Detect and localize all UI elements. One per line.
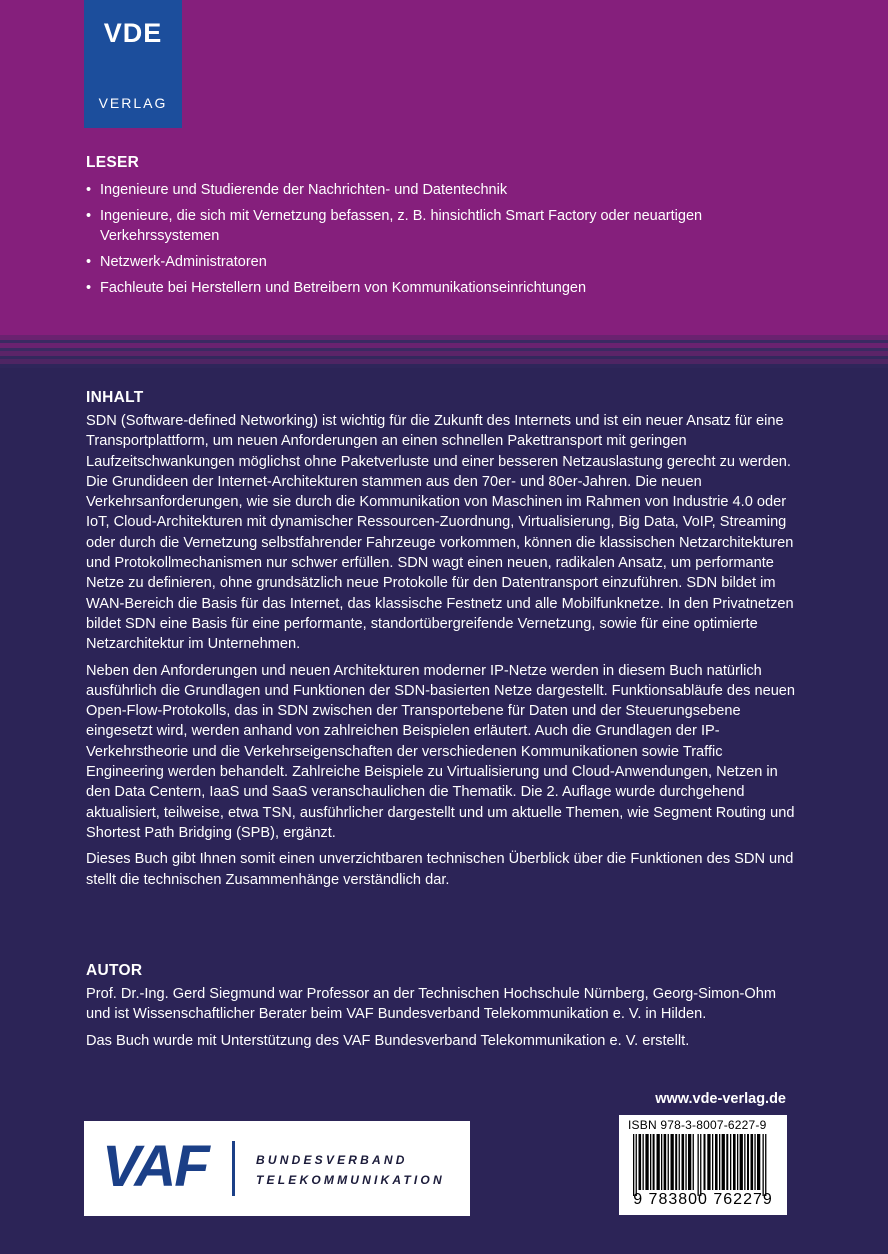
autor-paragraph: Prof. Dr.-Ing. Gerd Siegmund war Professor an der Technischen Hochschule Nürnberg, Georg-Simon-Ohm und ist Wissenschaftlicher Berater beim VAF Bundesverband Telekommunikation e. V. in Hilden. <box>86 986 777 1023</box>
list-item-text: Ingenieure, die sich mit Vernetzung befassen, z. B. hinsichtlich Smart Factory oder neuartigen Verkehrssystemen <box>100 208 703 244</box>
inhalt-section <box>86 389 798 890</box>
isbn-label: ISBN 978-3-8007-6227-9 <box>628 1118 767 1132</box>
stripe-divider <box>0 335 888 375</box>
autor-paragraph: Das Buch wurde mit Unterstützung des VAF Bundesverband Telekommunikation e. V. erstellt. <box>86 1032 690 1049</box>
autor-section <box>86 962 798 1051</box>
vaf-org-line1: BUNDESVERBAND <box>256 1153 408 1167</box>
list-item-text: Ingenieure und Studierende der Nachrichten- und Datentechnik <box>100 182 508 198</box>
vde-verlag-logo <box>84 0 182 128</box>
leser-heading: LESER <box>86 154 140 171</box>
inhalt-paragraph: SDN (Software-defined Networking) ist wichtig für die Zukunft des Internets und ist ein neuer Ansatz für eine Transportplattform, um neuen Anforderungen an einen schnellen Pakettransport mit geringen Laufzeitschwankungen möglichst ohne Paketverluste und einer besseren Netzauslastung gerecht zu werden. Die Grundideen der Internet-Architekturen stammen aus den 70er- und 80er-Jahren. Die neuen Verkehrsanforderungen, wie sie durch die Kommunikation von Maschinen im Rahmen von Industrie 4.0 oder IoT, Cloud-Architekturen mit dynamischer Ressourcen-Zuordnung, Virtualisierung, Big Data, VoIP, Streaming oder durch die Vernetzung selbstfahrender Fahrzeuge vorkommen, können die klassischen Netzarchitekturen und Protokollmechanismen nur schwer erfüllen. SDN wagt einen neuen, radikalen Ansatz, um performante Netze zu definieren, ohne grundsätzlich neue Protokolle für den Datentransport einzuführen. SDN bildet im WAN-Bereich die Basis für das Internet, das klassische Festnetz und alle Mobilfunknetze. In den Privatnetzen bildet SDN eine Basis für eine performante, standortübergreifende Vernetzung, sowie für eine optimierte Netzarchitektur im Unternehmen. <box>86 413 794 653</box>
vaf-org-line2: TELEKOMMUNIKATION <box>256 1173 445 1187</box>
autor-heading: AUTOR <box>86 962 143 979</box>
website-link[interactable]: www.vde-verlag.de <box>655 1091 786 1107</box>
vaf-logo <box>84 1121 470 1216</box>
inhalt-paragraph: Neben den Anforderungen und neuen Architekturen moderner IP-Netze werden in diesem Buch natürlich ausführlich die Grundlagen und Funktionen der SDN-basierten Netze dargestellt. Funktionsabläufe des neuen Open-Flow-Protokolls, das in SDN zwischen der Transportebene für Daten und der Steuerungsebene eingesetzt wird, werden anhand von zahlreichen Beispielen erläutert. Auch die Grundlagen der IP-Verkehrstheorie und die Verkehrseigenschaften der verschiedenen Kommunikationen sowie Traffic Engineering werden behandelt. Zahlreiche Beispiele zu Virtualisierung und Cloud-Anwendungen, Netzen in den Data Centern, IaaS und SaaS veranschaulichen die Thematik. Die 2. Auflage wurde durchgehend aktualisiert, teilweise, etwa TSN, ausführlicher dargestellt und um aktuelle Themen, wie Segment Routing und Shortest Path Bridging (SPB), ergänzt. <box>86 662 796 841</box>
inhalt-heading: INHALT <box>86 389 144 406</box>
inhalt-paragraph: Dieses Buch gibt Ihnen somit einen unverzichtbaren technischen Überblick über die Funktionen des SDN und stellt die technischen Zusammenhänge verständlich dar. <box>86 851 794 888</box>
vaf-divider <box>232 1141 235 1196</box>
list-item-text: Fachleute bei Herstellern und Betreibern von Kommunikationseinrichtungen <box>100 280 587 296</box>
list-item <box>86 180 798 200</box>
verlag-logo-text: VERLAG <box>98 95 168 111</box>
isbn-barcode <box>619 1115 787 1215</box>
vaf-org-name <box>256 1150 445 1190</box>
list-item <box>86 252 798 272</box>
leser-section <box>86 154 798 304</box>
barcode-number: 9 783800 762279 <box>633 1191 773 1208</box>
list-item-text: Netzwerk-Administratoren <box>100 254 267 270</box>
list-item <box>86 278 798 298</box>
list-item <box>86 206 798 246</box>
vaf-logo-text: VAF <box>102 1134 208 1199</box>
vde-logo-text: VDE <box>103 18 163 48</box>
barcode-icon <box>633 1134 773 1196</box>
leser-list <box>86 180 798 298</box>
bullet: • <box>86 208 92 224</box>
bullet: • <box>86 254 92 270</box>
bullet: • <box>86 182 92 198</box>
bullet: • <box>86 280 92 296</box>
